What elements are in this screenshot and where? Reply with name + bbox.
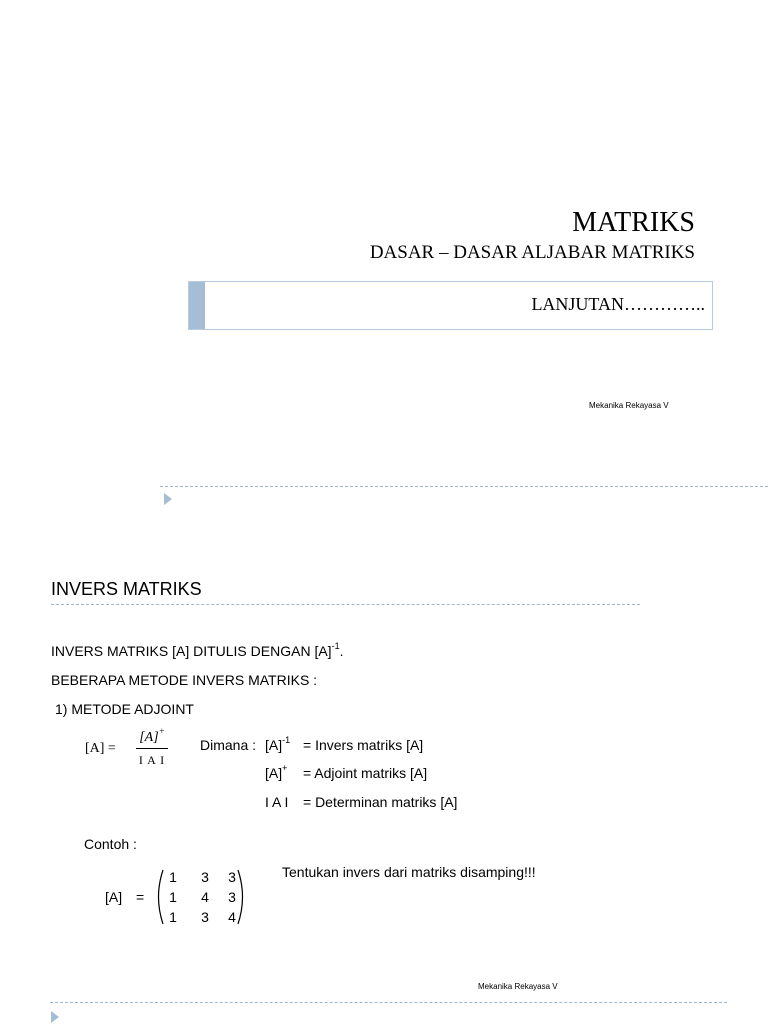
inverse-notation-end: .	[339, 643, 344, 659]
definition-symbol-sup: +	[282, 763, 288, 774]
matrix-cell: 3	[228, 889, 236, 905]
matrix-cell: 4	[201, 889, 209, 905]
definition-desc: = Adjoint matriks [A]	[303, 765, 428, 781]
fraction-bar	[136, 748, 168, 749]
formula-numerator	[136, 726, 168, 746]
methods-line: BEBERAPA METODE INVERS MATRIKS :	[51, 672, 318, 688]
page-marker-triangle-icon	[164, 493, 172, 505]
matrix-equals: =	[136, 889, 145, 905]
instruction-text: Tentukan invers dari matriks disamping!!!	[282, 864, 536, 880]
page2-footer: Mekanika Rekayasa V	[478, 982, 558, 991]
box-accent-bar	[189, 282, 205, 329]
inverse-notation-sup: -1	[331, 641, 340, 652]
definition-symbol-text: I A I	[265, 794, 289, 810]
matrix-cell: 3	[228, 869, 236, 885]
definition-symbol-sup: -1	[282, 735, 291, 746]
cover-footer: Mekanika Rekayasa V	[589, 401, 669, 410]
page2-divider	[50, 1002, 727, 1003]
cover-title: MATRIKS	[572, 207, 695, 238]
inverse-notation-text: INVERS MATRIKS [A] DITULIS DENGAN [A]	[51, 643, 332, 659]
formula-numerator-text: [A]	[139, 730, 159, 745]
matrix-cell: 1	[169, 889, 177, 905]
definition-symbol-text: [A]	[265, 765, 283, 781]
section-heading: INVERS MATRIKS	[51, 579, 202, 599]
definition-symbol	[265, 736, 290, 754]
definition-symbol-text: [A]	[265, 737, 283, 753]
matrix-cell: 1	[169, 869, 177, 885]
inverse-notation-line	[51, 642, 343, 660]
definition-symbol	[265, 764, 287, 782]
heading-underline	[51, 604, 640, 605]
dimana-label: Dimana :	[200, 737, 257, 753]
definition-symbol	[265, 793, 288, 811]
page2-marker-triangle-icon	[51, 1011, 59, 1023]
matrix-cell: 4	[228, 909, 236, 925]
formula-numerator-sup: +	[158, 726, 165, 737]
definition-desc: = Invers matriks [A]	[303, 737, 424, 753]
page-divider	[160, 486, 768, 487]
lanjutan-box	[188, 281, 713, 330]
matrix-cell: 1	[169, 909, 177, 925]
formula-lhs: [A] =	[85, 741, 116, 756]
matrix-cell: 3	[201, 869, 209, 885]
matrix-cell: 3	[201, 909, 209, 925]
lanjutan-text: LANJUTAN…………..	[531, 294, 705, 314]
definition-desc: = Determinan matriks [A]	[303, 794, 458, 810]
method-adjoint-line: 1) METODE ADJOINT	[55, 701, 194, 717]
cover-subtitle: DASAR – DASAR ALJABAR MATRIKS	[369, 242, 695, 263]
matrix-label: [A]	[105, 889, 123, 905]
contoh-label: Contoh :	[84, 836, 137, 852]
formula-fraction	[136, 726, 168, 769]
formula-denominator: I A I	[138, 753, 166, 767]
